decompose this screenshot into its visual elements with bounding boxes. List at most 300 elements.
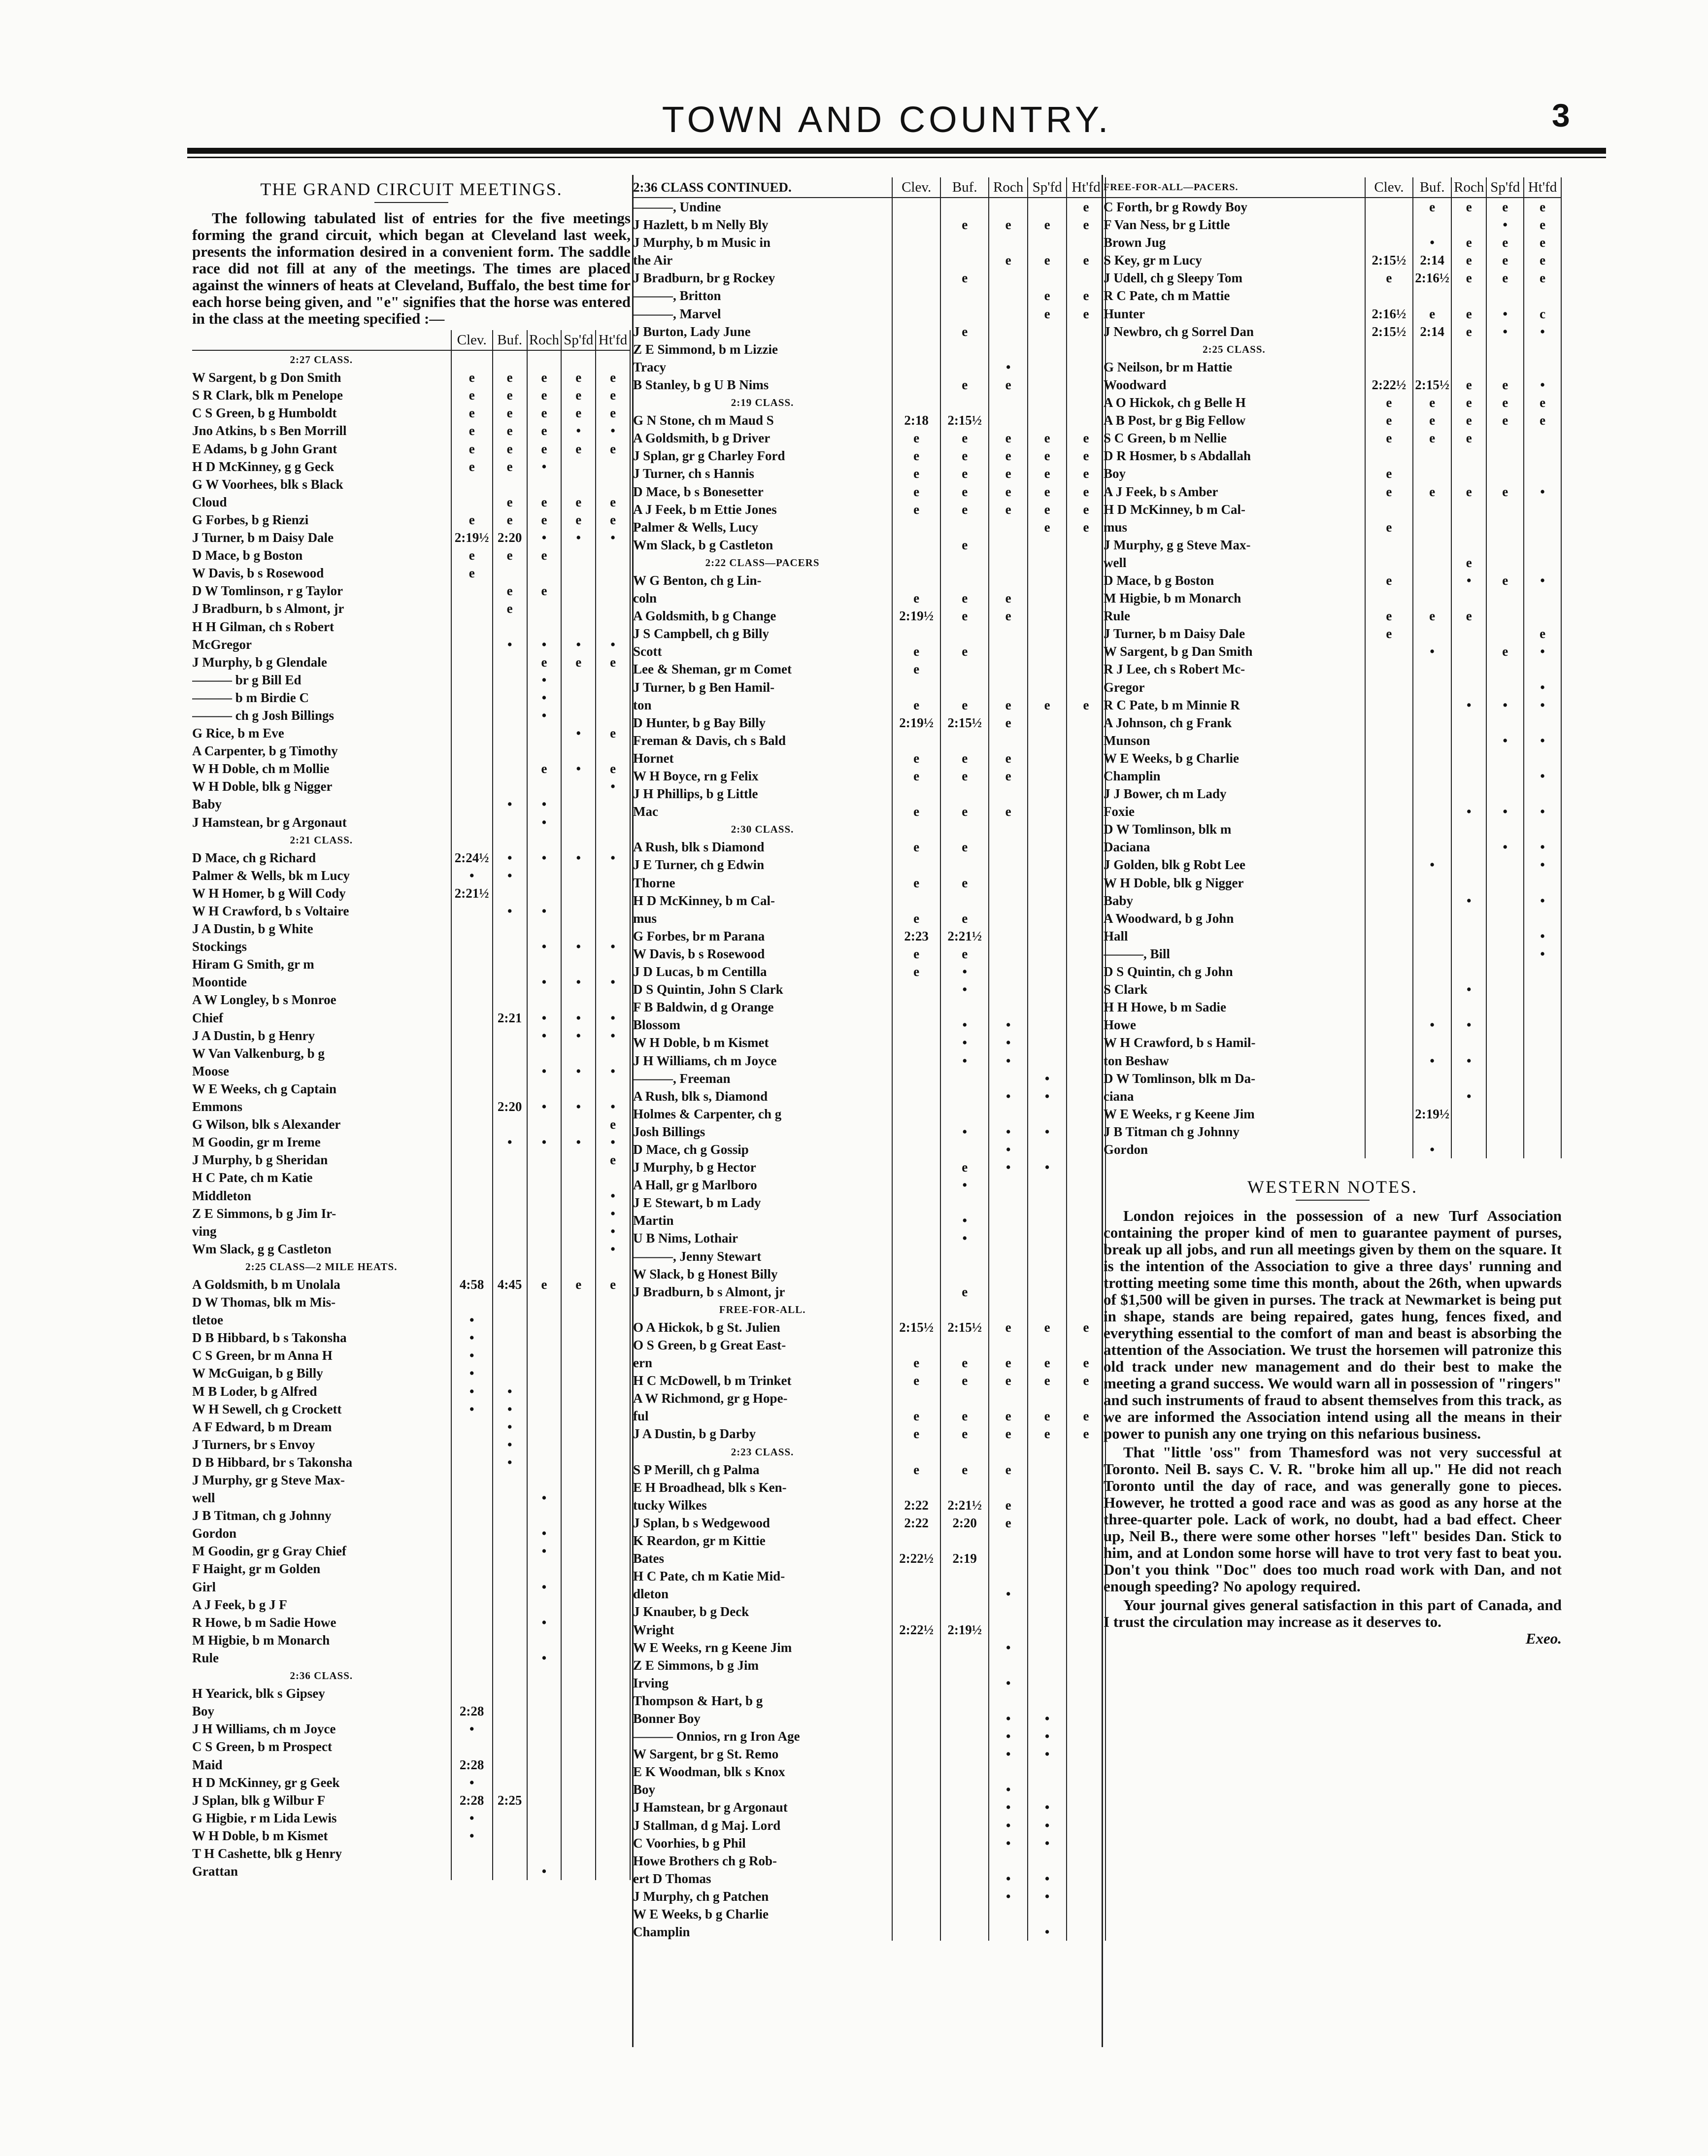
entry-cell <box>1451 1141 1486 1158</box>
entry-cell <box>1067 785 1105 803</box>
entry-cell <box>989 732 1028 749</box>
entry-cell <box>1365 910 1413 927</box>
entry-cell <box>493 1845 527 1862</box>
horse-entry: A Goldsmith, b g Change <box>633 607 892 625</box>
entry-cell: e <box>1067 696 1105 714</box>
entry-cell: e <box>940 910 989 927</box>
table-row <box>192 1311 630 1329</box>
entry-cell <box>1486 518 1524 536</box>
horse-entry: W E Weeks, r g Keene Jim <box>1104 1105 1365 1123</box>
entry-cell: 2:14 <box>1413 251 1451 269</box>
entry-cell <box>451 1560 493 1578</box>
entry-cell: • <box>451 867 493 884</box>
entry-cell: • <box>493 636 527 653</box>
horse-entry: M Higbie, b m Monarch <box>1104 589 1365 607</box>
horse-entry: W H Crawford, b s Voltaire <box>192 902 451 920</box>
entry-cell <box>1067 803 1105 820</box>
entry-cell: • <box>989 1585 1028 1603</box>
table-row <box>633 732 1105 749</box>
empty-cell <box>989 1301 1028 1318</box>
entry-cell <box>892 998 940 1016</box>
entry-cell <box>1486 287 1524 304</box>
entry-cell <box>1067 1158 1105 1176</box>
entry-cell: 2:24½ <box>451 849 493 867</box>
entry-cell <box>561 1169 596 1186</box>
entry-cell <box>1451 927 1486 945</box>
empty-cell <box>596 350 630 369</box>
horse-entry: J H Phillips, b g Little <box>633 785 892 803</box>
entry-cell <box>1028 1052 1067 1070</box>
table-row <box>633 1158 1105 1176</box>
entry-cell <box>527 1205 562 1222</box>
entry-cell <box>892 1123 940 1141</box>
entry-cell <box>1067 269 1105 287</box>
entry-cell <box>940 358 989 376</box>
entry-cell <box>1365 501 1413 518</box>
entry-cell <box>493 1827 527 1845</box>
table-row <box>192 1791 630 1809</box>
empty-cell <box>1028 394 1067 411</box>
entry-cell <box>989 927 1028 945</box>
horse-entry: W G Benton, ch g Lin- <box>633 572 892 589</box>
entry-cell <box>989 269 1028 287</box>
entry-cell: e <box>940 1461 989 1479</box>
entry-cell <box>1028 358 1067 376</box>
table-row <box>633 1870 1105 1887</box>
intro-paragraph: The following tabulated list of entries for the five meetings forming the grand circuit, which began at Cleveland last week, presents the information desired in a convenient form. The saddle race did not fill at any of the meetings. The times are placed against the winners of heats at Cleveland, Buffalo, the best time for each horse being given, and "e" signifies that the horse was entered in the class at the meeting specified :— <box>192 209 631 328</box>
horse-entry: M Higbie, b m Monarch <box>192 1631 451 1649</box>
horse-entry: ———, Marvel <box>633 305 892 323</box>
entry-cell <box>1365 678 1413 696</box>
entry-cell <box>451 1062 493 1080</box>
horse-entry: Wm Slack, b g Castleton <box>633 536 892 554</box>
entry-cell <box>1067 1496 1105 1514</box>
entry-cell <box>1486 447 1524 465</box>
entry-cell <box>1524 1141 1561 1158</box>
entry-cell <box>561 742 596 760</box>
table-row <box>1104 785 1561 803</box>
table-row <box>633 1087 1105 1105</box>
entry-cell: e <box>1067 1372 1105 1389</box>
entry-cell: e <box>892 1461 940 1479</box>
table-row <box>192 653 630 671</box>
horse-entry: A Woodward, b g John <box>1104 910 1365 927</box>
horse-entry: G Wilson, blk s Alexander <box>192 1115 451 1133</box>
entry-cell <box>1486 767 1524 785</box>
table-row <box>633 1479 1105 1496</box>
entry-cell: e <box>892 483 940 501</box>
column-header: Ht'fd <box>596 330 630 350</box>
entry-cell: • <box>989 1887 1028 1905</box>
entry-cell: e <box>940 803 989 820</box>
entry-cell <box>892 1905 940 1923</box>
table-row <box>192 1596 630 1614</box>
table-row <box>1104 998 1561 1016</box>
entry-cell: e <box>892 1372 940 1389</box>
entry-cell: e <box>940 1407 989 1425</box>
entry-cell <box>1524 1105 1561 1123</box>
empty-cell <box>561 831 596 849</box>
entry-cell <box>561 1080 596 1098</box>
entry-cell: e <box>940 323 989 340</box>
horse-entry: Howe <box>1104 1016 1365 1034</box>
entry-cell <box>892 1852 940 1870</box>
entry-cell <box>1028 1283 1067 1301</box>
table-row <box>633 803 1105 820</box>
entry-cell: • <box>1524 892 1561 910</box>
entry-cell <box>892 1887 940 1905</box>
entry-cell <box>940 625 989 642</box>
entry-cell: • <box>989 1710 1028 1727</box>
horse-entry: Palmer & Wells, bk m Lucy <box>192 867 451 884</box>
table-row <box>633 1923 1105 1941</box>
entry-cell: 2:28 <box>451 1791 493 1809</box>
entry-cell <box>561 1684 596 1702</box>
entry-cell <box>596 475 630 493</box>
entry-cell <box>1067 1389 1105 1407</box>
entry-cell <box>561 1845 596 1862</box>
entry-cell <box>892 1158 940 1176</box>
horse-entry: G N Stone, ch m Maud S <box>633 411 892 429</box>
table-row <box>633 910 1105 927</box>
entry-cell <box>527 1347 562 1364</box>
entry-cell <box>527 1774 562 1791</box>
entry-cell <box>527 1240 562 1258</box>
entry-cell <box>1365 1070 1413 1087</box>
horse-entry: ———, Undine <box>633 198 892 216</box>
entry-cell <box>1067 642 1105 660</box>
horse-entry: E K Woodman, blk s Knox <box>633 1763 892 1781</box>
horse-entry: A W Longley, b s Monroe <box>192 991 451 1009</box>
entry-cell <box>989 910 1028 927</box>
entry-cell <box>892 732 940 749</box>
entry-cell <box>1028 642 1067 660</box>
horse-entry: Gregor <box>1104 678 1365 696</box>
entry-cell: e <box>493 546 527 564</box>
entry-cell <box>493 1205 527 1222</box>
table-row <box>633 1727 1105 1745</box>
horse-entry: well <box>192 1489 451 1507</box>
empty-cell <box>1365 340 1413 358</box>
entry-cell: • <box>1413 642 1451 660</box>
entry-cell <box>892 1781 940 1798</box>
entry-cell: e <box>1451 376 1486 394</box>
entry-cell: e <box>451 386 493 404</box>
empty-cell <box>1067 1443 1105 1461</box>
entry-cell <box>989 1247 1028 1265</box>
entry-cell: e <box>1451 323 1486 340</box>
entry-cell <box>989 838 1028 856</box>
entry-cell <box>493 955 527 973</box>
horse-entry: S Clark <box>1104 980 1365 998</box>
entry-cell <box>1067 1905 1105 1923</box>
entry-cell: • <box>989 1674 1028 1692</box>
table-row <box>1104 305 1561 323</box>
table-row <box>1104 678 1561 696</box>
entry-cell: e <box>527 653 562 671</box>
entry-cell <box>1028 927 1067 945</box>
horse-entry: H C McDowell, b m Trinket <box>633 1372 892 1389</box>
entry-cell: e <box>989 483 1028 501</box>
entry-cell <box>1067 358 1105 376</box>
entry-cell <box>561 1756 596 1774</box>
empty-cell <box>561 1667 596 1684</box>
table-row <box>633 1318 1105 1336</box>
horse-entry: E Adams, b g John Grant <box>192 440 451 458</box>
horse-entry: C S Green, b m Prospect <box>192 1738 451 1755</box>
entry-cell <box>940 1247 989 1265</box>
entry-cell <box>527 1044 562 1062</box>
entry-cell: 2:19½ <box>1413 1105 1451 1123</box>
entry-cell: • <box>1028 1798 1067 1816</box>
entry-cell <box>1524 465 1561 482</box>
horse-entry: J Murphy, g g Steve Max- <box>1104 536 1365 554</box>
class-heading: 2:25 CLASS. <box>1104 340 1365 358</box>
class-heading: 2:22 CLASS—PACERS <box>633 554 892 572</box>
horse-entry: Daciana <box>1104 838 1365 856</box>
entry-cell <box>1413 874 1451 892</box>
entry-cell: e <box>1451 269 1486 287</box>
entry-cell: e <box>1413 411 1451 429</box>
entry-cell <box>1451 785 1486 803</box>
entry-cell: • <box>1524 323 1561 340</box>
entry-cell: e <box>596 493 630 511</box>
entry-cell <box>1067 1532 1105 1550</box>
table-row <box>633 287 1105 304</box>
entry-cell <box>989 980 1028 998</box>
horse-entry: J Turners, br s Envoy <box>192 1436 451 1453</box>
entry-cell: • <box>1486 732 1524 749</box>
class-heading: 2:23 CLASS. <box>633 1443 892 1461</box>
entry-cell: • <box>527 458 562 475</box>
entry-cell: e <box>596 511 630 529</box>
entry-cell <box>1028 607 1067 625</box>
horse-entry: G Neilson, br m Hattie <box>1104 358 1365 376</box>
horse-entry: W H Doble, ch m Mollie <box>192 760 451 777</box>
entry-cell <box>1028 910 1067 927</box>
entry-cell <box>892 1087 940 1105</box>
entry-cell <box>1067 1070 1105 1087</box>
table-row <box>192 1347 630 1364</box>
entry-cell: e <box>940 1283 989 1301</box>
entry-cell: • <box>561 938 596 955</box>
entry-cell: e <box>1028 501 1067 518</box>
entry-cell: e <box>1028 251 1067 269</box>
entry-cell <box>1365 1141 1413 1158</box>
entry-cell <box>940 678 989 696</box>
entry-cell <box>527 1560 562 1578</box>
entry-cell <box>989 945 1028 963</box>
entry-cell <box>561 1649 596 1667</box>
table-row <box>633 340 1105 358</box>
entry-cell <box>596 1453 630 1471</box>
entry-cell <box>1524 910 1561 927</box>
class-heading: 2:19 CLASS. <box>633 394 892 411</box>
horse-entry: J B Titman, ch g Johnny <box>192 1507 451 1524</box>
horse-entry: Irving <box>633 1674 892 1692</box>
entry-cell <box>940 1745 989 1763</box>
horse-entry: A B Post, br g Big Fellow <box>1104 411 1365 429</box>
column-header: Ht'fd <box>1067 177 1105 198</box>
entry-cell <box>940 1567 989 1585</box>
entry-cell: • <box>989 1870 1028 1887</box>
entry-cell: e <box>892 1425 940 1443</box>
entry-cell <box>989 1905 1028 1923</box>
entry-cell <box>1524 429 1561 447</box>
empty-cell <box>1028 1301 1067 1318</box>
horse-entry: J Murphy, b g Glendale <box>192 653 451 671</box>
entry-cell: 2:15½ <box>1413 376 1451 394</box>
entry-cell <box>989 1550 1028 1567</box>
entry-cell: e <box>561 440 596 458</box>
entry-cell <box>940 1781 989 1798</box>
horse-entry: ving <box>192 1222 451 1240</box>
horse-entry: Rule <box>1104 607 1365 625</box>
entry-cell <box>1067 1016 1105 1034</box>
entry-cell <box>493 1489 527 1507</box>
entry-cell <box>1524 1070 1561 1087</box>
entry-cell <box>1486 1141 1524 1158</box>
entry-cell <box>940 1141 989 1158</box>
entry-cell: e <box>892 963 940 980</box>
table-row <box>633 536 1105 554</box>
entry-cell: • <box>596 849 630 867</box>
entry-cell <box>451 1205 493 1222</box>
horse-entry: J A Dustin, b g White <box>192 920 451 938</box>
entry-cell <box>1413 589 1451 607</box>
entry-cell: • <box>596 636 630 653</box>
entry-cell: e <box>1365 607 1413 625</box>
entry-cell <box>892 358 940 376</box>
entry-cell <box>1486 980 1524 998</box>
table-row <box>633 1372 1105 1389</box>
entry-cell: • <box>493 902 527 920</box>
table-row <box>192 1489 630 1507</box>
horse-entry: Boy <box>1104 465 1365 482</box>
entry-cell <box>1486 625 1524 642</box>
entry-cell <box>1067 1194 1105 1212</box>
entry-cell <box>493 1507 527 1524</box>
horse-entry: D W Tomlinson, r g Taylor <box>192 582 451 600</box>
table-row <box>1104 572 1561 589</box>
entry-cell <box>493 1027 527 1044</box>
entry-cell <box>451 689 493 707</box>
entry-cell: 2:21½ <box>451 884 493 902</box>
entry-cell <box>527 1453 562 1471</box>
table-row <box>1104 376 1561 394</box>
entry-cell: 2:22 <box>892 1496 940 1514</box>
entry-cell <box>989 1692 1028 1710</box>
entry-cell: e <box>1365 483 1413 501</box>
entry-cell <box>1486 856 1524 874</box>
entry-cell <box>527 1311 562 1329</box>
entry-cell <box>527 600 562 617</box>
table-row <box>633 358 1105 376</box>
entry-cell <box>892 1585 940 1603</box>
horse-entry: Freman & Davis, ch s Bald <box>633 732 892 749</box>
table-row <box>192 422 630 439</box>
table-row <box>192 636 630 653</box>
entry-cell: • <box>451 1364 493 1382</box>
entry-cell <box>989 305 1028 323</box>
empty-cell <box>1028 820 1067 838</box>
table-row <box>192 1507 630 1524</box>
entry-cell: • <box>451 1382 493 1400</box>
entry-cell <box>493 1774 527 1791</box>
entry-cell: 2:14 <box>1413 323 1451 340</box>
entry-cell <box>561 1329 596 1347</box>
horse-entry: ful <box>633 1407 892 1425</box>
entry-cell <box>892 1710 940 1727</box>
entry-cell <box>596 458 630 475</box>
entry-cell: e <box>940 607 989 625</box>
horse-entry: R C Pate, ch m Mattie <box>1104 287 1365 304</box>
entry-cell: e <box>451 564 493 582</box>
entry-cell <box>1067 1283 1105 1301</box>
entry-cell: e <box>1028 429 1067 447</box>
entry-cell <box>1413 767 1451 785</box>
horse-entry: W H Crawford, b s Hamil- <box>1104 1034 1365 1051</box>
entry-cell <box>527 1596 562 1614</box>
entry-cell <box>940 340 989 358</box>
table-row <box>633 767 1105 785</box>
table-header-row <box>633 177 1105 198</box>
entry-cell: e <box>1413 198 1451 216</box>
entry-cell <box>1524 660 1561 678</box>
table-row <box>633 1674 1105 1692</box>
empty-cell <box>1486 340 1524 358</box>
entry-cell: 2:22 <box>892 1514 940 1532</box>
horse-entry: Maid <box>192 1756 451 1774</box>
table-row <box>633 1585 1105 1603</box>
horse-entry: D B Hibbard, br s Takonsha <box>192 1453 451 1471</box>
entry-cell <box>561 1560 596 1578</box>
entry-cell <box>561 1400 596 1418</box>
entry-cell: e <box>493 458 527 475</box>
table-row <box>192 1827 630 1845</box>
entry-cell <box>1067 892 1105 910</box>
empty-cell <box>451 1667 493 1684</box>
entry-cell <box>561 600 596 617</box>
entry-cell: • <box>596 1009 630 1027</box>
signature: Exeo. <box>1525 1630 1562 1648</box>
entry-cell <box>1028 1567 1067 1585</box>
column-header: Buf. <box>940 177 989 198</box>
entry-cell <box>1028 1479 1067 1496</box>
table-row <box>192 1453 630 1471</box>
column-right <box>1104 177 1562 1647</box>
entry-cell <box>596 1791 630 1809</box>
entry-cell <box>892 1229 940 1247</box>
horse-entry: J Turner, b m Daisy Dale <box>1104 625 1365 642</box>
horse-entry: Z E Simmons, b g Jim Ir- <box>192 1205 451 1222</box>
entry-cell <box>1028 803 1067 820</box>
entry-cell <box>493 1684 527 1702</box>
entry-cell <box>989 287 1028 304</box>
entry-cell <box>1067 1603 1105 1620</box>
entry-cell <box>1067 927 1105 945</box>
entry-cell <box>940 1870 989 1887</box>
entry-cell: e <box>989 767 1028 785</box>
table-row <box>1104 714 1561 732</box>
entry-cell <box>1451 714 1486 732</box>
table-row <box>192 689 630 707</box>
table-row <box>633 323 1105 340</box>
entry-cell <box>596 795 630 813</box>
horse-entry: Grattan <box>192 1862 451 1880</box>
entry-cell <box>596 955 630 973</box>
horse-entry: ——— Onnios, rn g Iron Age <box>633 1727 892 1745</box>
